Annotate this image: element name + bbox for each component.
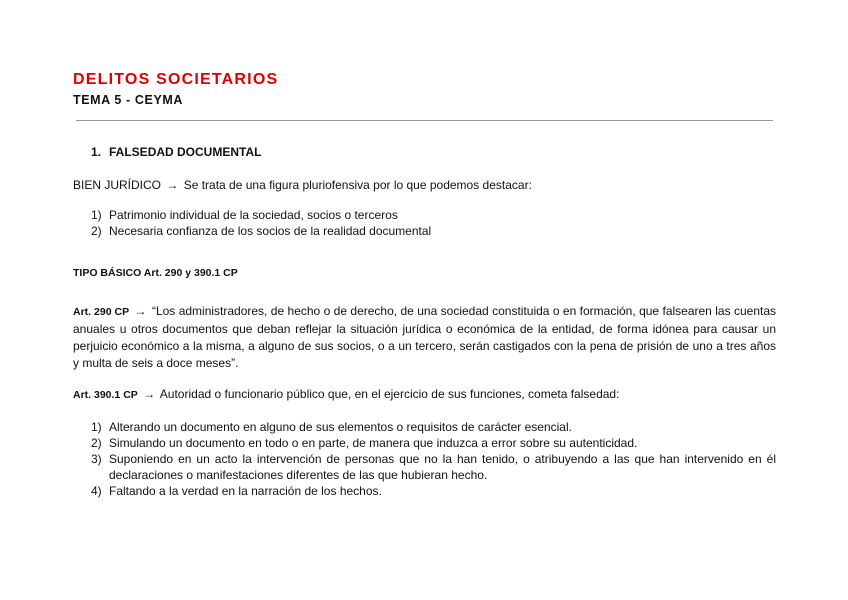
bien-juridico-label: BIEN JURÍDICO [73, 178, 162, 192]
art-290-ref: Art. 290 CP [73, 306, 130, 318]
document-subtitle: TEMA 5 - CEYMA [73, 93, 184, 107]
tipo-basico-heading: TIPO BÁSICO Art. 290 y 390.1 CP [73, 267, 238, 279]
art-390-line [73, 387, 619, 401]
list-item-number: 1) [91, 420, 102, 434]
list-item [91, 419, 776, 435]
list-item [91, 483, 776, 499]
list-item [91, 223, 431, 239]
list-item [91, 451, 776, 483]
art-390-text: Autoridad o funcionario público que, en el ejercicio de sus funciones, cometa falsedad: [159, 387, 620, 401]
header-divider [76, 120, 773, 121]
list-item-number: 1) [91, 208, 102, 222]
list-item-text: Faltando a la verdad en la narración de los hechos. [109, 484, 382, 498]
bienes-list [91, 207, 431, 239]
list-item-text: Necesaria confianza de los socios de la realidad documental [109, 224, 432, 238]
list-item [91, 207, 431, 223]
bien-juridico-line [73, 178, 532, 192]
art-390-ref: Art. 390.1 CP [73, 389, 138, 401]
right-arrow-icon: → [134, 304, 147, 318]
list-item [91, 435, 776, 451]
art-290-paragraph [73, 303, 776, 372]
section-number: 1. [91, 145, 102, 159]
list-item-text: Suponiendo en un acto la intervención de personas que no la han tenido, o atribuyendo a las que han intervenido en él declaraciones o manifestaciones diferentes de las que hubieran hecho. [109, 452, 776, 482]
list-item-number: 3) [91, 452, 102, 466]
right-arrow-icon: → [166, 178, 179, 192]
modalidades-list [91, 419, 776, 499]
list-item-text: Simulando un documento en todo o en parte, de manera que induzca a error sobre su autenticidad. [109, 436, 638, 450]
document-title: DELITOS SOCIETARIOS [73, 71, 279, 88]
list-item-text: Alterando un documento en alguno de sus elementos o requisitos de carácter esencial. [109, 420, 572, 434]
list-item-number: 2) [91, 436, 102, 450]
section-heading [91, 145, 261, 159]
list-item-number: 4) [91, 484, 102, 498]
right-arrow-icon: → [143, 387, 156, 401]
bien-juridico-text: Se trata de una figura pluriofensiva por lo que podemos destacar: [183, 178, 532, 192]
section-title: FALSEDAD DOCUMENTAL [109, 145, 262, 159]
list-item-text: Patrimonio individual de la sociedad, socios o terceros [109, 208, 398, 222]
list-item-number: 2) [91, 224, 102, 238]
art-290-text: “Los administradores, de hecho o de derecho, de una sociedad constituida o en formación, que falsearen las cuentas anuales u otros documentos que deban reflejar la situación jurídica o económica de la entidad, de forma idónea para causar un perjuicio económico a la misma, a alguno de sus socios, o a un tercero, serán castigados con la pena de prisión de uno a tres años y multa de seis a doce meses”. [73, 304, 777, 370]
